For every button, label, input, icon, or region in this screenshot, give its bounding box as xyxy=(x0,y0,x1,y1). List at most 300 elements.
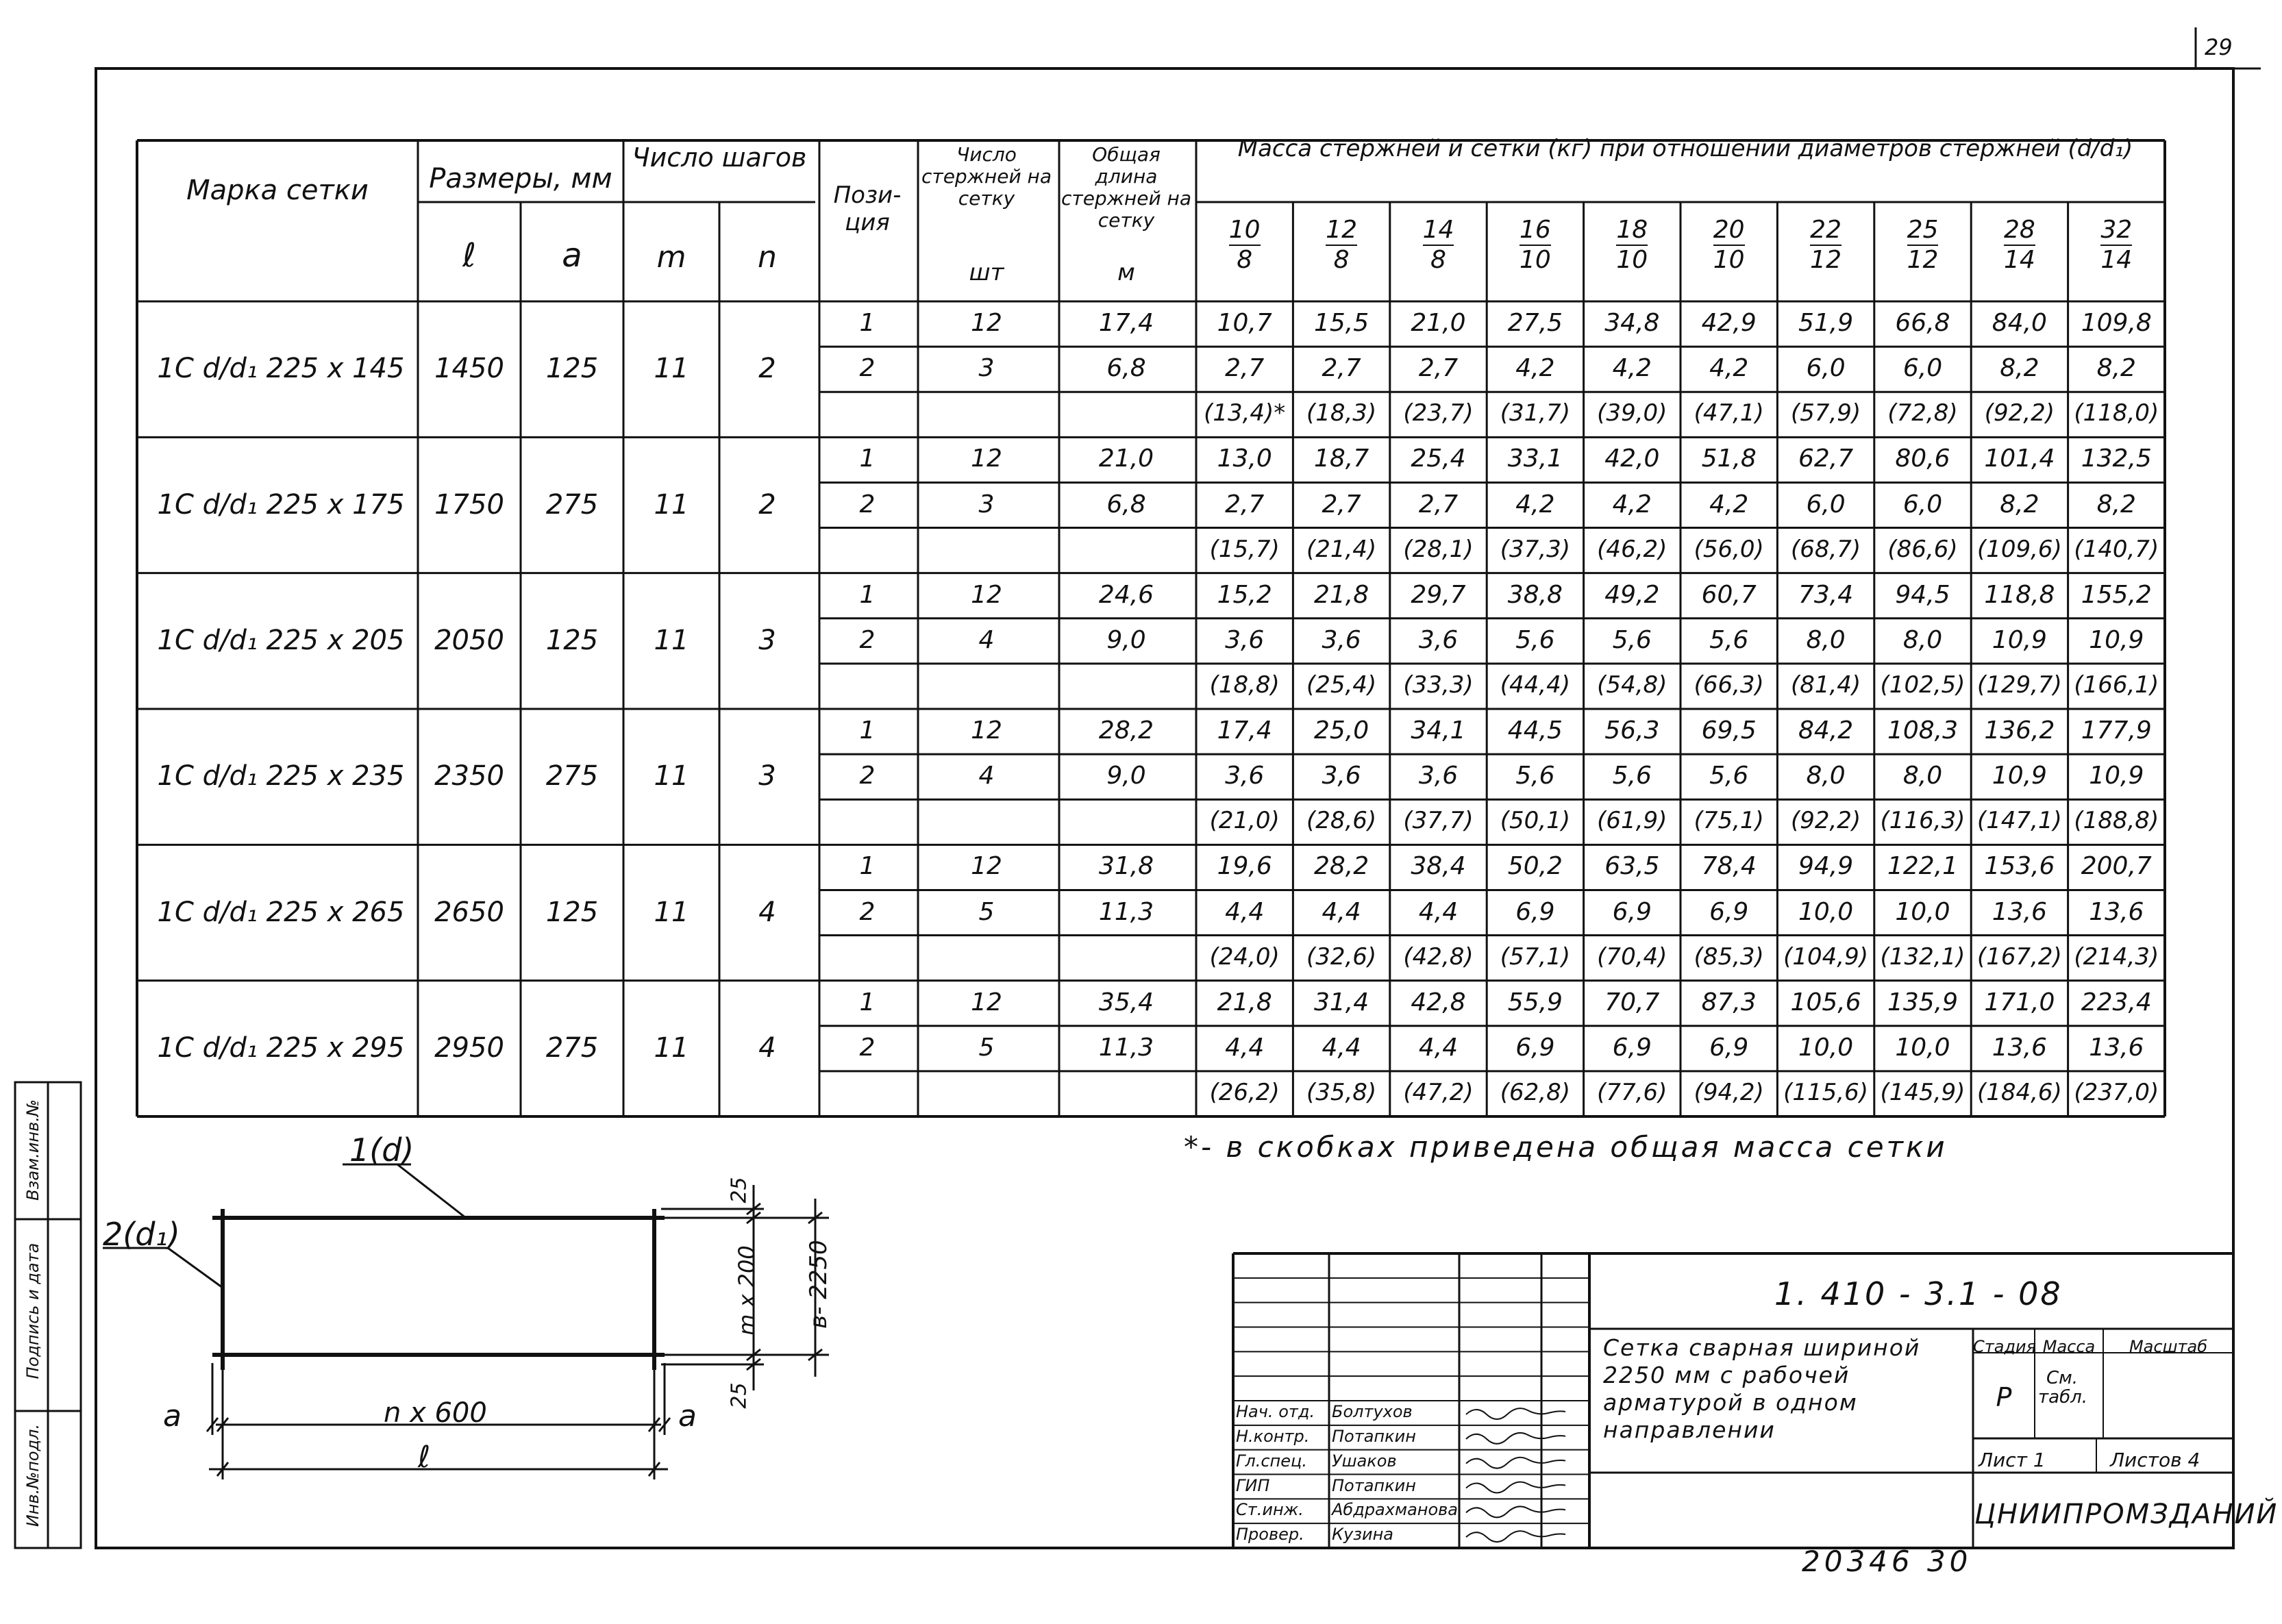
bar-mass: 4,2 xyxy=(1709,490,1749,519)
total-mass: (31,7) xyxy=(1500,399,1570,427)
header-mark: Марка сетки xyxy=(186,175,369,206)
dim-a-right: a xyxy=(678,1399,697,1434)
bar-mass: 4,2 xyxy=(1515,490,1555,519)
bar-mass: 10,9 xyxy=(2089,625,2144,654)
total-mass: (81,4) xyxy=(1790,671,1861,699)
header-m: m xyxy=(656,240,686,275)
bar-mass: 80,6 xyxy=(1895,445,1950,473)
total-mass: (33,3) xyxy=(1403,671,1474,699)
total-mass: (147,1) xyxy=(1976,807,2062,835)
bar-mass: 153,6 xyxy=(1984,852,2055,881)
total-mass: (104,9) xyxy=(1783,942,1869,971)
bar-mass: 2,7 xyxy=(1322,490,1361,519)
total-mass: (140,7) xyxy=(2074,535,2159,563)
bar-mass: 84,0 xyxy=(1992,309,2047,338)
bar-mass: 8,0 xyxy=(1902,762,1943,790)
row-steps-n: 3 xyxy=(758,760,776,792)
bar-mass: 4,2 xyxy=(1709,354,1749,383)
dim-b-2250: в- 2250 xyxy=(805,1240,832,1329)
bar-length: 9,0 xyxy=(1106,762,1146,790)
bar-mass: 6,9 xyxy=(1515,897,1555,926)
bar-mass: 108,3 xyxy=(1887,716,1959,745)
bar-mass: 4,2 xyxy=(1612,490,1652,519)
bar1-label: 1(d) xyxy=(349,1132,414,1169)
bar-mass: 8,2 xyxy=(2096,354,2136,383)
bar-mass: 28,2 xyxy=(1314,852,1369,881)
bar-mass: 21,8 xyxy=(1217,988,1272,1016)
header-a: a xyxy=(562,236,582,275)
total-mass: (86,6) xyxy=(1887,535,1958,563)
row-mark: 1С d/d₁ 225 x 295 xyxy=(157,1032,405,1064)
bar-count: 12 xyxy=(971,309,1002,338)
bar-mass: 4,4 xyxy=(1225,897,1265,926)
bar-mass: 10,9 xyxy=(1992,762,2047,790)
total-mass: (68,7) xyxy=(1790,535,1861,563)
total-mass: (47,2) xyxy=(1403,1078,1474,1106)
bar-mass: 4,4 xyxy=(1225,1033,1265,1062)
row-steps-m: 11 xyxy=(654,896,689,928)
bar-mass: 5,6 xyxy=(1515,762,1555,790)
total-mass: (15,7) xyxy=(1209,535,1280,563)
bar-mass: 34,8 xyxy=(1604,309,1660,338)
bar-count: 3 xyxy=(978,490,995,519)
bar-mass: 73,4 xyxy=(1798,580,1854,609)
total-mass: (26,2) xyxy=(1209,1078,1280,1106)
footnote: *- в скобках приведена общая масса сетки xyxy=(1184,1130,1948,1164)
total-mass: (109,6) xyxy=(1976,535,2062,563)
row-mark: 1С d/d₁ 225 x 175 xyxy=(157,488,405,521)
bar-count: 12 xyxy=(971,445,1002,473)
bar-mass: 171,0 xyxy=(1984,988,2055,1016)
bar-mass: 101,4 xyxy=(1984,445,2055,473)
bar-mass: 42,0 xyxy=(1604,445,1660,473)
bar-mass: 6,0 xyxy=(1902,490,1943,519)
position-number: 1 xyxy=(859,852,876,881)
bar-mass: 15,2 xyxy=(1217,580,1272,609)
total-mass: (167,2) xyxy=(1976,942,2062,971)
bar-mass: 50,2 xyxy=(1507,852,1563,881)
bar-mass: 33,1 xyxy=(1507,445,1563,473)
ratio-numerator: 10 xyxy=(1229,216,1261,246)
bar-mass: 118,8 xyxy=(1984,580,2055,609)
bar-mass: 70,7 xyxy=(1604,988,1660,1016)
total-mass: (94,2) xyxy=(1694,1078,1764,1106)
person-name: Абдрахманова xyxy=(1332,1500,1458,1520)
bar-count: 4 xyxy=(978,625,995,654)
total-mass: (28,6) xyxy=(1306,807,1377,835)
total-mass: (21,0) xyxy=(1209,807,1280,835)
ratio-denominator: 14 xyxy=(2100,246,2133,274)
bar-mass: 55,9 xyxy=(1507,988,1563,1016)
total-mass: (37,3) xyxy=(1500,535,1570,563)
bar-mass: 155,2 xyxy=(2081,580,2152,609)
stage-value: Р xyxy=(1996,1382,2012,1412)
bar-mass: 4,4 xyxy=(1418,897,1459,926)
total-mass: (46,2) xyxy=(1597,535,1667,563)
person-role: Нач. отд. xyxy=(1236,1402,1315,1421)
ratio-denominator: 8 xyxy=(1430,246,1446,274)
bar-mass: 5,6 xyxy=(1709,625,1749,654)
bar-mass: 3,6 xyxy=(1225,762,1265,790)
bar-mass: 69,5 xyxy=(1701,716,1757,745)
total-mass: (75,1) xyxy=(1694,807,1764,835)
bar-mass: 5,6 xyxy=(1709,762,1749,790)
row-steps-n: 4 xyxy=(758,896,776,928)
bar-mass: 2,7 xyxy=(1225,490,1265,519)
position-number: 2 xyxy=(859,354,876,383)
row-size-a: 275 xyxy=(545,760,599,792)
mesh-outline xyxy=(223,1218,654,1355)
bar-mass: 177,9 xyxy=(2081,716,2152,745)
document-code: 1. 410 - 3.1 - 08 xyxy=(1774,1275,2063,1312)
bar-mass: 94,5 xyxy=(1895,580,1950,609)
position-number: 1 xyxy=(859,988,876,1016)
total-mass: (54,8) xyxy=(1597,671,1667,699)
total-mass: (214,3) xyxy=(2074,942,2159,971)
bar-mass: 8,0 xyxy=(1806,625,1846,654)
document-title: Сетка сварная шириной 2250 мм с рабочей арматурой в одном направлении xyxy=(1603,1334,1921,1443)
bar-count: 12 xyxy=(971,580,1002,609)
bar-mass: 8,2 xyxy=(2000,490,2039,519)
bar-length: 6,8 xyxy=(1106,490,1146,519)
bar-mass: 10,0 xyxy=(1798,1033,1854,1062)
person-role: Ст.инж. xyxy=(1236,1500,1304,1520)
header-l: ℓ xyxy=(462,236,476,275)
ratio-denominator: 8 xyxy=(1237,246,1253,274)
bar-mass: 4,4 xyxy=(1322,897,1361,926)
row-size-l: 2950 xyxy=(434,1032,504,1064)
position-number: 1 xyxy=(859,309,876,338)
bar-mass: 8,2 xyxy=(2000,354,2039,383)
bar-mass: 13,6 xyxy=(1992,1033,2047,1062)
bar-mass: 31,4 xyxy=(1314,988,1369,1016)
row-steps-n: 2 xyxy=(758,488,776,521)
total-mass: (56,0) xyxy=(1694,535,1764,563)
bar-mass: 4,2 xyxy=(1612,354,1652,383)
total-mass: (61,9) xyxy=(1597,807,1667,835)
bar-mass: 66,8 xyxy=(1895,309,1950,338)
bar-mass: 51,8 xyxy=(1701,445,1757,473)
bar-mass: 51,9 xyxy=(1798,309,1854,338)
total-mass: (37,7) xyxy=(1403,807,1474,835)
total-mass: (92,2) xyxy=(1984,399,2055,427)
dim-m-200: m x 200 xyxy=(734,1245,760,1336)
bar-length: 24,6 xyxy=(1098,580,1154,609)
header-n: n xyxy=(758,240,777,275)
total-mass: (132,1) xyxy=(1880,942,1965,971)
person-name: Кузина xyxy=(1332,1525,1393,1545)
bar-count: 12 xyxy=(971,852,1002,881)
ratio-denominator: 10 xyxy=(1616,246,1648,274)
header-length-unit: м xyxy=(1117,259,1135,286)
bar-mass: 21,8 xyxy=(1314,580,1369,609)
row-steps-n: 2 xyxy=(758,353,776,385)
row-mark: 1С d/d₁ 225 x 205 xyxy=(157,624,405,656)
bar-mass: 135,9 xyxy=(1887,988,1959,1016)
bar-mass: 8,0 xyxy=(1902,625,1943,654)
bar-mass: 6,9 xyxy=(1709,1033,1749,1062)
bar-mass: 38,8 xyxy=(1507,580,1563,609)
row-mark: 1С d/d₁ 225 x 145 xyxy=(157,353,405,385)
row-mark: 1С d/d₁ 225 x 235 xyxy=(157,760,405,792)
mass-header: Масса xyxy=(2042,1337,2096,1356)
ratio-numerator: 20 xyxy=(1713,216,1745,246)
bar-mass: 200,7 xyxy=(2081,852,2152,881)
bar-mass: 13,6 xyxy=(1992,897,2047,926)
bar-count: 4 xyxy=(978,762,995,790)
total-mass: (77,6) xyxy=(1597,1078,1667,1106)
header-count-unit: шт xyxy=(969,259,1004,286)
organization: ЦНИИПРОМЗДАНИЙ xyxy=(1974,1499,2279,1530)
side-label-inv: Инв.№подл. xyxy=(23,1423,42,1527)
total-mass: (116,3) xyxy=(1880,807,1965,835)
bar-mass: 3,6 xyxy=(1322,762,1361,790)
archive-number: 20346 30 xyxy=(1802,1545,1972,1578)
row-steps-n: 3 xyxy=(758,624,776,656)
person-name: Болтухов xyxy=(1332,1402,1413,1421)
ratio-numerator: 28 xyxy=(2004,216,2035,246)
ratio-denominator: 8 xyxy=(1333,246,1350,274)
total-mass: (188,8) xyxy=(2074,807,2159,835)
side-label-replace: Взам.инв.№ xyxy=(23,1099,42,1201)
bar-mass: 223,4 xyxy=(2081,988,2152,1016)
total-mass: (35,8) xyxy=(1306,1078,1377,1106)
total-mass: (32,6) xyxy=(1306,942,1377,971)
total-mass: (118,0) xyxy=(2074,399,2159,427)
bar-length: 11,3 xyxy=(1098,1033,1154,1062)
bar-mass: 6,0 xyxy=(1806,490,1846,519)
bar-mass: 34,1 xyxy=(1411,716,1466,745)
bar-mass: 122,1 xyxy=(1887,852,1959,881)
total-mass: (129,7) xyxy=(1976,671,2062,699)
ratio-numerator: 22 xyxy=(1810,216,1841,246)
ratio-numerator: 32 xyxy=(2100,216,2132,246)
person-role: Гл.спец. xyxy=(1236,1451,1307,1471)
bar-mass: 5,6 xyxy=(1612,762,1652,790)
row-steps-m: 11 xyxy=(654,1032,689,1064)
bar-mass: 19,6 xyxy=(1217,852,1272,881)
bar-mass: 5,6 xyxy=(1515,625,1555,654)
person-name: Потапкин xyxy=(1332,1475,1416,1495)
position-number: 2 xyxy=(859,897,876,926)
ratio-denominator: 14 xyxy=(2003,246,2035,274)
bar-mass: 2,7 xyxy=(1418,354,1459,383)
total-mass: (47,1) xyxy=(1694,399,1764,427)
bar-mass: 3,6 xyxy=(1225,625,1265,654)
total-mass: (92,2) xyxy=(1790,807,1861,835)
bar-mass: 60,7 xyxy=(1701,580,1757,609)
corner-sheet-number: 29 xyxy=(2205,34,2233,60)
row-mark: 1С d/d₁ 225 x 265 xyxy=(157,896,405,928)
person-role: ГИП xyxy=(1236,1475,1270,1495)
bar-mass: 109,8 xyxy=(2081,309,2152,338)
bar-count: 5 xyxy=(978,1033,995,1062)
position-number: 1 xyxy=(859,580,876,609)
bar-length: 31,8 xyxy=(1098,852,1154,881)
bar-mass: 3,6 xyxy=(1418,625,1459,654)
bar-mass: 18,7 xyxy=(1314,445,1369,473)
total-mass: (72,8) xyxy=(1887,399,1958,427)
total-mass: (42,8) xyxy=(1403,942,1474,971)
bar-mass: 6,9 xyxy=(1709,897,1749,926)
bar-mass: 62,7 xyxy=(1798,445,1854,473)
ratio-denominator: 12 xyxy=(1810,246,1841,274)
total-mass: (44,4) xyxy=(1500,671,1570,699)
row-size-a: 125 xyxy=(545,896,599,928)
header-mass: Масса стержней и сетки (кг) при отношении диаметров стержней (d/d₁) xyxy=(1237,135,2133,162)
total-mass: (102,5) xyxy=(1880,671,1965,699)
bar-mass: 132,5 xyxy=(2081,445,2152,473)
total-mass: (28,1) xyxy=(1403,535,1474,563)
bar-mass: 13,0 xyxy=(1217,445,1272,473)
row-size-a: 125 xyxy=(545,353,599,385)
total-mass: (39,0) xyxy=(1597,399,1667,427)
ratio-numerator: 14 xyxy=(1423,216,1454,246)
bar-mass: 13,6 xyxy=(2089,1033,2144,1062)
bar-mass: 5,6 xyxy=(1612,625,1652,654)
row-size-l: 2050 xyxy=(434,624,504,656)
row-size-a: 125 xyxy=(545,624,599,656)
stage-header: Стадия xyxy=(1973,1337,2037,1356)
total-mass: (237,0) xyxy=(2074,1078,2159,1106)
total-mass: (13,4)* xyxy=(1204,399,1286,427)
bar-mass: 8,0 xyxy=(1806,762,1846,790)
bar-mass: 10,7 xyxy=(1217,309,1272,338)
total-mass: (66,3) xyxy=(1694,671,1764,699)
bar-length: 17,4 xyxy=(1098,309,1154,338)
header-length: Общая длина стержней на сетку xyxy=(1061,143,1192,232)
row-steps-m: 11 xyxy=(654,353,689,385)
total-mass: (57,9) xyxy=(1790,399,1861,427)
bar-mass: 6,9 xyxy=(1612,1033,1652,1062)
ratio-denominator: 10 xyxy=(1519,246,1551,274)
bar-mass: 3,6 xyxy=(1418,762,1459,790)
bar-mass: 38,4 xyxy=(1411,852,1466,881)
position-number: 2 xyxy=(859,490,876,519)
bar-mass: 4,2 xyxy=(1515,354,1555,383)
bar-mass: 21,0 xyxy=(1411,309,1466,338)
bar-mass: 136,2 xyxy=(1984,716,2055,745)
ratio-numerator: 25 xyxy=(1907,216,1939,246)
bar-mass: 105,6 xyxy=(1790,988,1861,1016)
person-name: Потапкин xyxy=(1332,1426,1416,1446)
sheets-label: Листов 4 xyxy=(2110,1449,2200,1471)
bar-mass: 2,7 xyxy=(1225,354,1265,383)
total-mass: (50,1) xyxy=(1500,807,1570,835)
dim-top-25: 25 xyxy=(727,1177,752,1203)
total-mass: (18,8) xyxy=(1209,671,1280,699)
bar-mass: 94,9 xyxy=(1798,852,1854,881)
bar-count: 5 xyxy=(978,897,995,926)
mass-value: См. табл. xyxy=(2038,1368,2087,1408)
person-role: Н.контр. xyxy=(1236,1426,1310,1446)
bar-length: 35,4 xyxy=(1098,988,1154,1016)
total-mass: (23,7) xyxy=(1403,399,1474,427)
bar-length: 21,0 xyxy=(1098,445,1154,473)
row-steps-n: 4 xyxy=(758,1032,776,1064)
total-mass: (70,4) xyxy=(1597,942,1667,971)
ratio-numerator: 16 xyxy=(1520,216,1551,246)
bar-mass: 17,4 xyxy=(1217,716,1272,745)
bar-mass: 56,3 xyxy=(1604,716,1660,745)
bar-mass: 63,5 xyxy=(1604,852,1660,881)
total-mass: (18,3) xyxy=(1306,399,1377,427)
bar-count: 12 xyxy=(971,988,1002,1016)
total-mass: (145,9) xyxy=(1880,1078,1965,1106)
ratio-denominator: 10 xyxy=(1713,246,1745,274)
bar-mass: 13,6 xyxy=(2089,897,2144,926)
bar-count: 3 xyxy=(978,354,995,383)
bar-mass: 87,3 xyxy=(1701,988,1757,1016)
dim-a-left: a xyxy=(163,1399,182,1434)
bar-mass: 8,2 xyxy=(2096,490,2136,519)
person-role: Провер. xyxy=(1236,1525,1304,1545)
total-mass: (21,4) xyxy=(1306,535,1377,563)
bar-mass: 42,9 xyxy=(1701,309,1757,338)
bar-mass: 6,9 xyxy=(1612,897,1652,926)
row-steps-m: 11 xyxy=(654,760,689,792)
row-steps-m: 11 xyxy=(654,624,689,656)
bar-mass: 15,5 xyxy=(1314,309,1369,338)
position-number: 2 xyxy=(859,762,876,790)
row-size-l: 2650 xyxy=(434,896,504,928)
header-position: Пози- ция xyxy=(833,182,902,236)
bar-length: 6,8 xyxy=(1106,354,1146,383)
bar-length: 11,3 xyxy=(1098,897,1154,926)
total-mass: (62,8) xyxy=(1500,1078,1570,1106)
total-mass: (25,4) xyxy=(1306,671,1377,699)
total-mass: (166,1) xyxy=(2074,671,2159,699)
row-size-l: 1750 xyxy=(434,488,504,521)
bar-mass: 84,2 xyxy=(1798,716,1854,745)
bar-length: 28,2 xyxy=(1098,716,1154,745)
bar-mass: 6,0 xyxy=(1806,354,1846,383)
dim-n-600: n x 600 xyxy=(384,1397,487,1429)
ratio-numerator: 12 xyxy=(1326,216,1357,246)
row-size-l: 2350 xyxy=(434,760,504,792)
bar-mass: 10,9 xyxy=(2089,762,2144,790)
row-size-l: 1450 xyxy=(434,353,504,385)
bar-mass: 10,9 xyxy=(1992,625,2047,654)
row-steps-m: 11 xyxy=(654,488,689,521)
position-number: 1 xyxy=(859,716,876,745)
bar-count: 12 xyxy=(971,716,1002,745)
bar-mass: 4,4 xyxy=(1322,1033,1361,1062)
bar-mass: 10,0 xyxy=(1895,1033,1950,1062)
header-count: Число стержней на сетку xyxy=(921,143,1052,210)
total-mass: (85,3) xyxy=(1694,942,1764,971)
bar-mass: 2,7 xyxy=(1418,490,1459,519)
bar-mass: 42,8 xyxy=(1411,988,1466,1016)
ratio-numerator: 18 xyxy=(1616,216,1648,246)
bar-mass: 10,0 xyxy=(1798,897,1854,926)
bar-mass: 4,4 xyxy=(1418,1033,1459,1062)
bar-mass: 25,0 xyxy=(1314,716,1369,745)
total-mass: (115,6) xyxy=(1783,1078,1869,1106)
bar-mass: 3,6 xyxy=(1322,625,1361,654)
header-sizes: Размеры, мм xyxy=(429,163,612,195)
total-mass: (184,6) xyxy=(1976,1078,2062,1106)
position-number: 2 xyxy=(859,625,876,654)
bar-mass: 78,4 xyxy=(1701,852,1757,881)
dim-bottom-25: 25 xyxy=(727,1382,752,1409)
bar2-label: 2(d₁) xyxy=(103,1216,180,1253)
position-number: 1 xyxy=(859,445,876,473)
bar-mass: 2,7 xyxy=(1322,354,1361,383)
total-mass: (57,1) xyxy=(1500,942,1570,971)
scale-header: Масштаб xyxy=(2129,1337,2208,1356)
bar-mass: 6,0 xyxy=(1902,354,1943,383)
